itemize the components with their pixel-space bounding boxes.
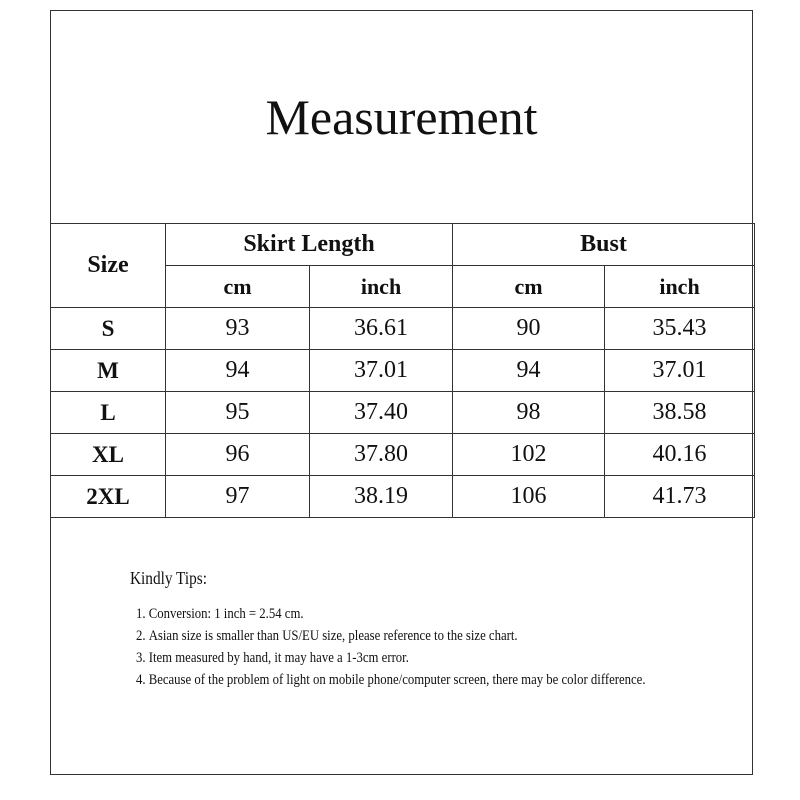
value-cell: 94 — [166, 350, 310, 392]
value-cell: 36.61 — [310, 308, 453, 350]
value-cell: 37.80 — [310, 434, 453, 476]
bust-header: Bust — [453, 224, 755, 266]
size-cell: M — [51, 350, 166, 392]
value-cell: 93 — [166, 308, 310, 350]
size-cell: L — [51, 392, 166, 434]
unit-header: inch — [310, 266, 453, 308]
value-cell: 38.19 — [310, 476, 453, 518]
table-row — [51, 350, 755, 392]
value-cell: 35.43 — [605, 308, 755, 350]
tips-list — [130, 603, 674, 691]
table-row — [51, 476, 755, 518]
tip-item: 4. Because of the problem of light on mobile phone/computer screen, there may be color difference. — [149, 669, 674, 691]
size-cell: 2XL — [51, 476, 166, 518]
value-cell: 96 — [166, 434, 310, 476]
tip-item: 2. Asian size is smaller than US/EU size, please reference to the size chart. — [149, 625, 674, 647]
unit-header: cm — [166, 266, 310, 308]
tip-item: 3. Item measured by hand, it may have a 1-3cm error. — [149, 647, 674, 669]
value-cell: 37.40 — [310, 392, 453, 434]
size-cell: S — [51, 308, 166, 350]
skirt-length-header: Skirt Length — [166, 224, 453, 266]
value-cell: 95 — [166, 392, 310, 434]
size-header: Size — [51, 224, 166, 308]
value-cell: 38.58 — [605, 392, 755, 434]
value-cell: 37.01 — [605, 350, 755, 392]
tips-section — [130, 568, 674, 691]
tip-item: 1. Conversion: 1 inch = 2.54 cm. — [149, 603, 674, 625]
value-cell: 90 — [453, 308, 605, 350]
page-title: Measurement — [265, 89, 538, 145]
value-cell: 106 — [453, 476, 605, 518]
value-cell: 37.01 — [310, 350, 453, 392]
value-cell: 98 — [453, 392, 605, 434]
value-cell: 97 — [166, 476, 310, 518]
unit-header: inch — [605, 266, 755, 308]
tips-heading: Kindly Tips: — [130, 568, 207, 588]
value-cell: 102 — [453, 434, 605, 476]
table-row — [51, 392, 755, 434]
table-row — [51, 434, 755, 476]
size-table — [50, 223, 755, 518]
unit-header: cm — [453, 266, 605, 308]
table-row — [51, 308, 755, 350]
value-cell: 40.16 — [605, 434, 755, 476]
value-cell: 94 — [453, 350, 605, 392]
value-cell: 41.73 — [605, 476, 755, 518]
size-cell: XL — [51, 434, 166, 476]
